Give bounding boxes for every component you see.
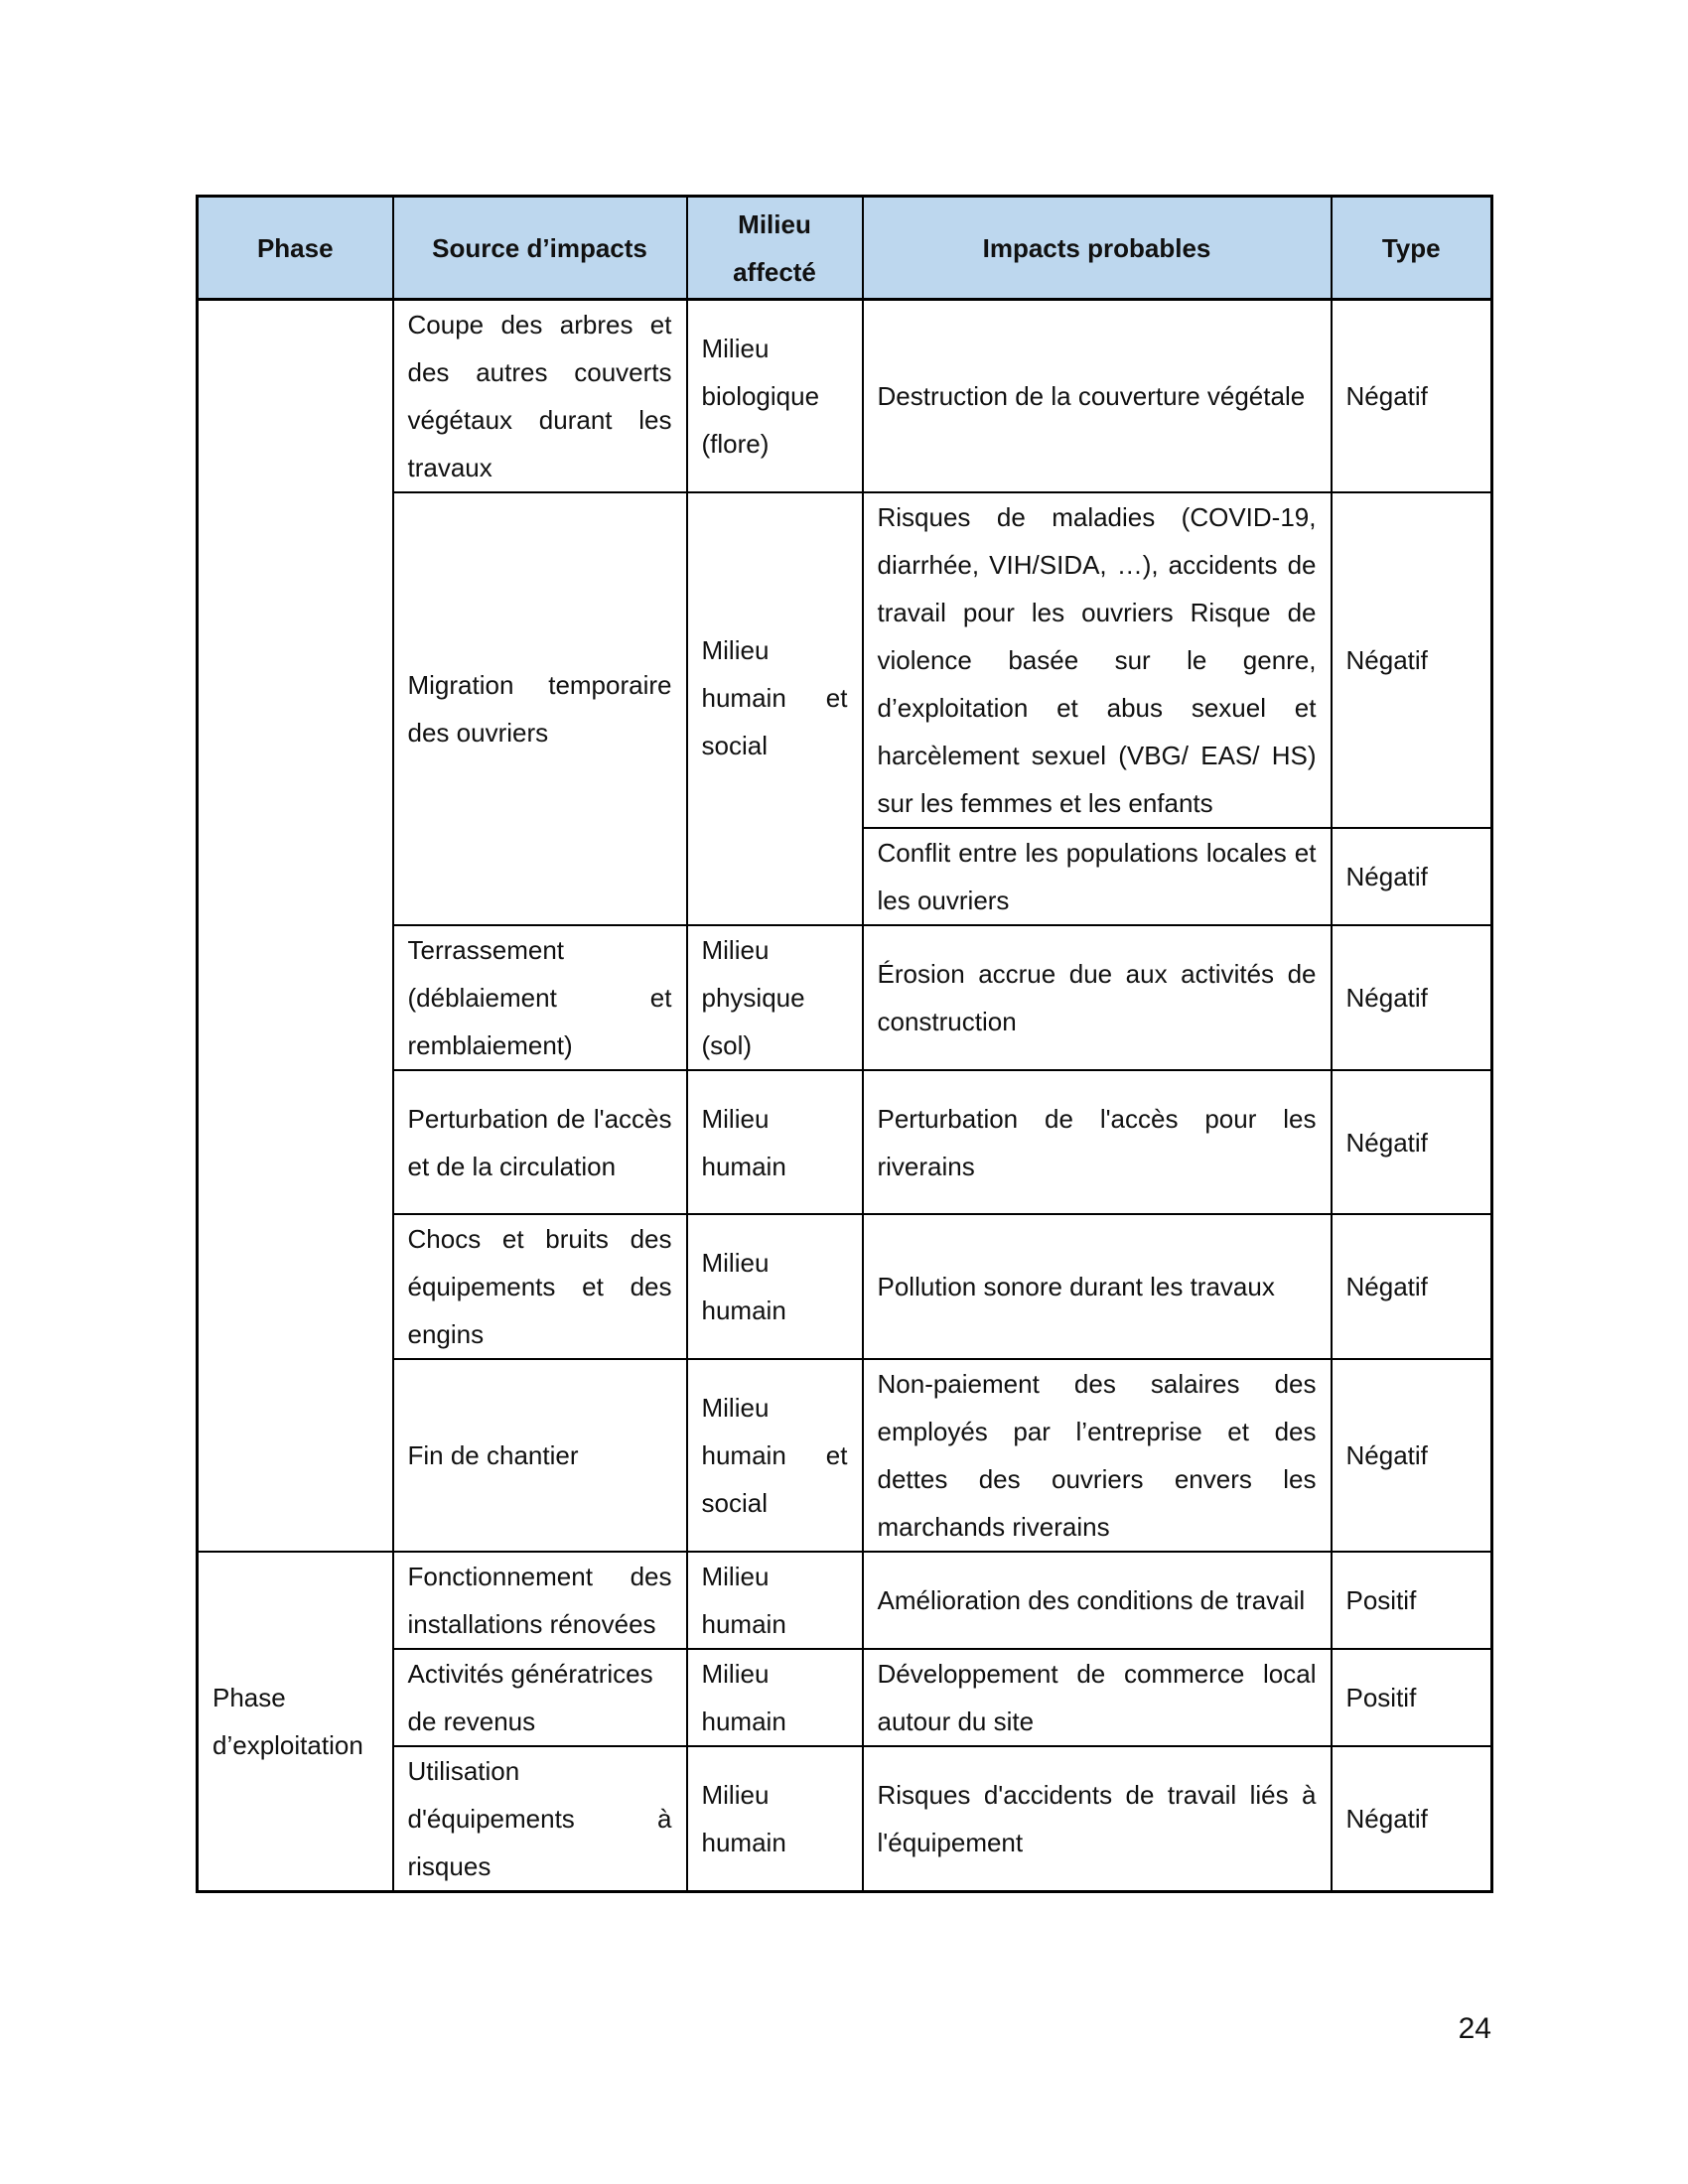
type-cell: Négatif bbox=[1332, 492, 1492, 828]
milieu-cell: Milieu physique (sol) bbox=[687, 925, 863, 1070]
impacts-table bbox=[196, 195, 1493, 1893]
source-cell: Fin de chantier bbox=[393, 1359, 687, 1552]
source-cell: Migration temporaire des ouvriers bbox=[393, 492, 687, 925]
milieu-cell: Milieu humain bbox=[687, 1552, 863, 1649]
type-cell: Négatif bbox=[1332, 925, 1492, 1070]
source-cell: Chocs et bruits des équipements et des engins bbox=[393, 1214, 687, 1359]
source-cell: Fonctionnement des installations rénovées bbox=[393, 1552, 687, 1649]
impacts-cell: Érosion accrue due aux activités de construction bbox=[863, 925, 1332, 1070]
source-cell: Coupe des arbres et des autres couverts végétaux durant les travaux bbox=[393, 300, 687, 493]
source-cell: Terrassement (déblaiement et remblaiement) bbox=[393, 925, 687, 1070]
type-cell: Positif bbox=[1332, 1649, 1492, 1746]
milieu-cell: Milieu humain bbox=[687, 1214, 863, 1359]
impacts-cell: Perturbation de l'accès pour les riverains bbox=[863, 1070, 1332, 1214]
impacts-cell: Amélioration des conditions de travail bbox=[863, 1552, 1332, 1649]
header-milieu: Milieu affecté bbox=[687, 197, 863, 300]
page-number: 24 bbox=[1458, 2012, 1491, 2045]
phase-cell-construction bbox=[198, 300, 393, 1553]
milieu-cell: Milieu biologique (flore) bbox=[687, 300, 863, 493]
type-cell: Négatif bbox=[1332, 1359, 1492, 1552]
type-cell: Négatif bbox=[1332, 1746, 1492, 1892]
table-row bbox=[198, 1552, 1492, 1649]
type-cell: Positif bbox=[1332, 1552, 1492, 1649]
type-cell: Négatif bbox=[1332, 300, 1492, 493]
header-impacts: Impacts probables bbox=[863, 197, 1332, 300]
source-cell: Activités génératrices de revenus bbox=[393, 1649, 687, 1746]
source-cell: Perturbation de l'accès et de la circulation bbox=[393, 1070, 687, 1214]
type-cell: Négatif bbox=[1332, 1214, 1492, 1359]
impacts-cell: Risques de maladies (COVID-19, diarrhée, VIH/SIDA, …), accidents de travail pour les ouvriers Risque de violence basée sur le genre, d’exploitation et abus sexuel et harcèlement sexuel (VBG/ EAS/ HS) sur les femmes et les enfants bbox=[863, 492, 1332, 828]
table-row bbox=[198, 300, 1492, 493]
milieu-cell: Milieu humain bbox=[687, 1746, 863, 1892]
impacts-cell: Non-paiement des salaires des employés par l’entreprise et des dettes des ouvriers envers les marchands riverains bbox=[863, 1359, 1332, 1552]
type-cell: Négatif bbox=[1332, 1070, 1492, 1214]
impacts-cell: Conflit entre les populations locales et les ouvriers bbox=[863, 828, 1332, 925]
milieu-cell: Milieu humain bbox=[687, 1649, 863, 1746]
header-phase: Phase bbox=[198, 197, 393, 300]
source-cell: Utilisation d'équipements à risques bbox=[393, 1746, 687, 1892]
milieu-cell: Milieu humain et social bbox=[687, 1359, 863, 1552]
header-source: Source d’impacts bbox=[393, 197, 687, 300]
impacts-cell: Destruction de la couverture végétale bbox=[863, 300, 1332, 493]
table-header-row bbox=[198, 197, 1492, 300]
phase-cell-exploitation: Phase d’exploitation bbox=[198, 1552, 393, 1892]
impacts-cell: Développement de commerce local autour du site bbox=[863, 1649, 1332, 1746]
milieu-cell: Milieu humain bbox=[687, 1070, 863, 1214]
impacts-cell: Risques d'accidents de travail liés à l'équipement bbox=[863, 1746, 1332, 1892]
impacts-cell: Pollution sonore durant les travaux bbox=[863, 1214, 1332, 1359]
header-type: Type bbox=[1332, 197, 1492, 300]
type-cell: Négatif bbox=[1332, 828, 1492, 925]
milieu-cell: Milieu humain et social bbox=[687, 492, 863, 925]
